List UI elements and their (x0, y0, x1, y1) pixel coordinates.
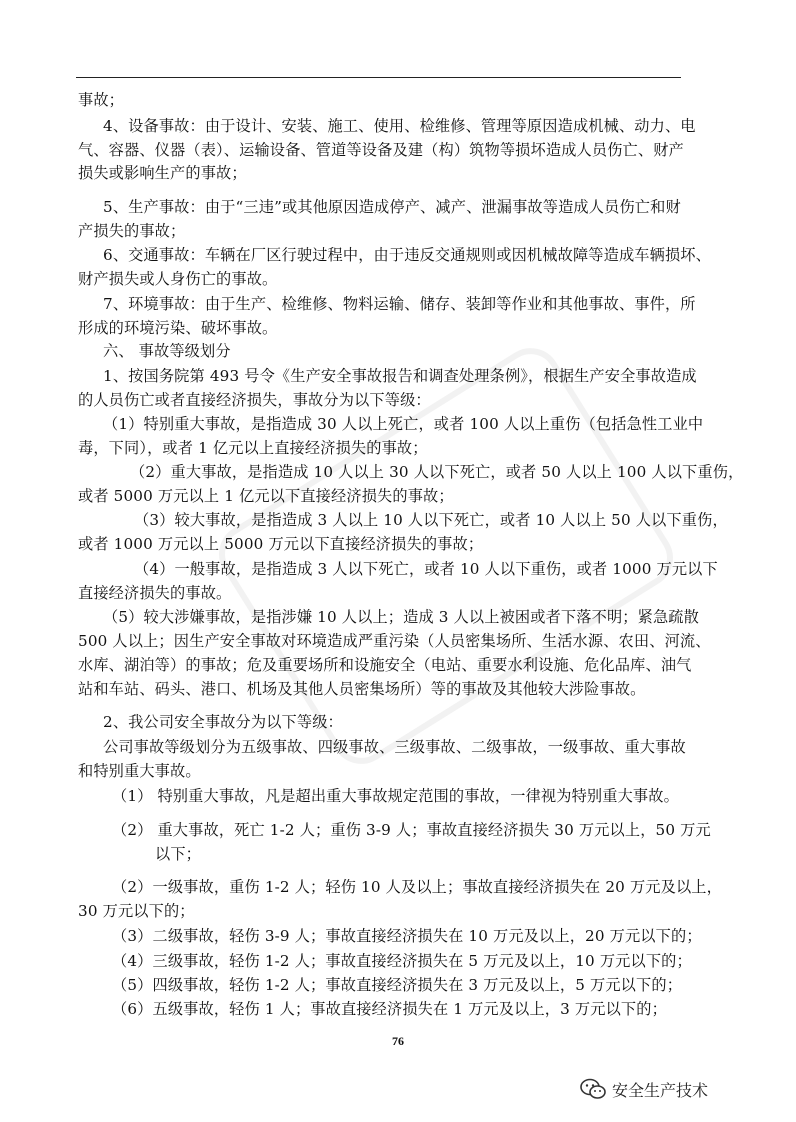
text-line: 毒，下同），或者 1 亿元以上直接经济损失的事故； (78, 439, 428, 457)
text-line: （4）一般事故，是指造成 3 人以下死亡，或者 10 人以下重伤，或者 1000 万元以下 (134, 560, 718, 578)
text-line: 以下； (155, 845, 202, 863)
text-line: （3）二级事故，轻伤 3-9 人；事故直接经济损失在 10 万元及以上，20 万元以下的； (112, 927, 702, 945)
wechat-icon (580, 1078, 606, 1100)
text-line: 1、按国务院第 493 号令《生产安全事故报告和调查处理条例》，根据生产安全事故造成 (103, 367, 697, 385)
text-line: （3）较大事故，是指造成 3 人以上 10 人以下死亡，或者 10 人以上 50 人以下重伤， (134, 511, 728, 529)
text-line: （6）五级事故，轻伤 1 人；事故直接经济损失在 1 万元及以上，3 万元以下的； (112, 1000, 667, 1018)
text-line: 和特别重大事故。 (78, 762, 201, 780)
text-line: 财产损失或人身伤亡的事故。 (78, 270, 278, 288)
text-line: （2）一级事故，重伤 1-2 人；轻伤 10 人及以上；事故直接经济损失在 20 万元及以上， (112, 878, 722, 896)
text-line: （1）特别重大事故，是指造成 30 人以上死亡，或者 100 人以上重伤（包括急性工业中 (103, 415, 704, 433)
text-line: 损失或影响生产的事故； (78, 164, 247, 182)
text-line: （5）较大涉嫌事故，是指涉嫌 10 人以上；造成 3 人以上被困或者下落不明；紧急疏散 (103, 608, 699, 626)
text-line: 2、我公司安全事故分为以下等级： (103, 713, 343, 731)
text-line: 6、交通事故：车辆在厂区行驶过程中，由于违反交通规则或因机械故障等造成车辆损坏、 (103, 246, 711, 264)
text-line: 水库、湖泊等）的事故；危及重要场所和设施安全（电站、重要水利设施、危化品库、油气 (78, 656, 692, 674)
text-line: （4）三级事故，轻伤 1-2 人；事故直接经济损失在 5 万元及以上，10 万元以下的； (112, 952, 692, 970)
watermark-text: 安全生产技术 (612, 1080, 709, 1100)
section-heading: 六、 事故等级划分 (103, 342, 231, 360)
header-rule (76, 77, 681, 78)
text-line: 或者 5000 万元以上 1 亿元以下直接经济损失的事故； (78, 487, 454, 505)
text-line: 直接经济损失的事故。 (78, 584, 232, 602)
text-line: 500 人以上；因生产安全事故对环境造成严重污染（人员密集场所、生活水源、农田、河流、 (78, 632, 711, 650)
text-line: （2） 重大事故，死亡 1-2 人；重伤 3-9 人；事故直接经济损失 30 万元以上，50 万元 (112, 821, 711, 839)
text-line: 30 万元以下的； (78, 902, 195, 920)
text-line: 或者 1000 万元以上 5000 万元以下直接经济损失的事故； (78, 535, 484, 553)
text-line: （5）四级事故，轻伤 1-2 人；事故直接经济损失在 3 万元及以上，5 万元以下的； (112, 976, 683, 994)
text-line: 7、环境事故：由于生产、检维修、物料运输、储存、装卸等作业和其他事故、事件，所 (103, 295, 696, 313)
text-line: （1） 特别重大事故，凡是超出重大事故规定范围的事故，一律视为特别重大事故。 (112, 787, 679, 805)
text-line: （2）重大事故，是指造成 10 人以上 30 人以下死亡，或者 50 人以上 100 人以下重伤， (130, 463, 744, 481)
page-number: 76 (392, 1034, 404, 1048)
text-line: 气、容器、仪器（表）、运输设备、管道等设备及建（构）筑物等损坏造成人员伤亡、财产 (78, 141, 684, 159)
text-line: 的人员伤亡或者直接经济损失，事故分为以下等级： (78, 391, 431, 409)
text-line: 公司事故等级划分为五级事故、四级事故、三级事故、二级事故，一级事故、重大事故 (103, 738, 686, 756)
text-line: 站和车站、码头、港口、机场及其他人员密集场所）等的事故及其他较大涉险事故。 (78, 680, 646, 698)
source-watermark (580, 1076, 780, 1102)
text-line: 4、设备事故：由于设计、安装、施工、使用、检维修、管理等原因造成机械、动力、电 (103, 117, 696, 135)
text-line: 产损失的事故； (78, 222, 186, 240)
text-line: 形成的环境污染、破坏事故。 (78, 319, 278, 337)
text-line: 5、生产事故：由于“三违”或其他原因造成停产、减产、泄漏事故等造成人员伤亡和财 (103, 198, 681, 216)
text-line: 事故； (78, 91, 125, 109)
